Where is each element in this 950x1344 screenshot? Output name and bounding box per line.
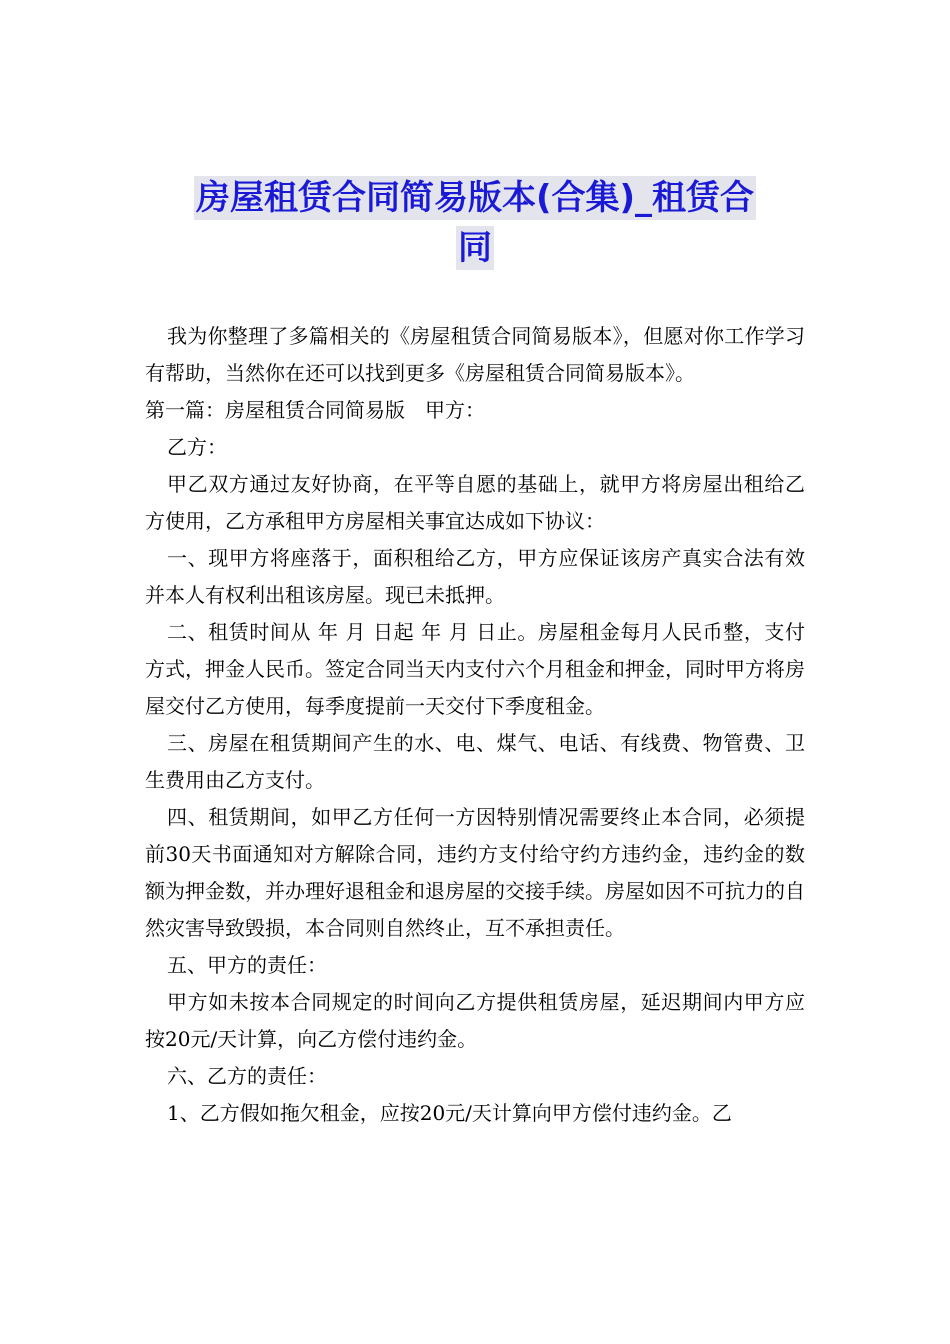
title-line-1: 房屋租赁合同简易版本(合集)_租赁合 xyxy=(195,178,755,218)
clause-5-heading: 五、甲方的责任： xyxy=(167,953,327,977)
clause-5-body: 甲方如未按本合同规定的时间向乙方提供租赁房屋，延迟期间内甲方应按20元/天计算，向乙方偿付违约金。 xyxy=(145,990,805,1051)
document-body xyxy=(145,318,805,1132)
title-line-2: 同 xyxy=(458,228,492,268)
clause-2: 二、租赁时间从 年 月 日起 年 月 日止。房屋租金每月人民币整，支付方式，押金人民币。签定合同当天内支付六个月租金和押金，同时甲方将房屋交付乙方使用，每季度提前一天交付下季度租金。 xyxy=(145,620,805,718)
clause-6-item-1: 1、乙方假如拖欠租金，应按20元/天计算向甲方偿付违约金。乙 xyxy=(167,1101,732,1125)
clause-6-heading: 六、乙方的责任： xyxy=(167,1064,327,1088)
clause-1: 一、现甲方将座落于，面积租给乙方，甲方应保证该房产真实合法有效并本人有权利出租该房屋。现已未抵押。 xyxy=(145,546,805,607)
document-title xyxy=(140,176,810,270)
clause-4: 四、租赁期间，如甲乙方任何一方因特别情况需要终止本合同，必须提前30天书面通知对方解除合同，违约方支付给守约方违约金，违约金的数额为押金数，并办理好退租金和退房屋的交接手续。房屋如因不可抗力的自然灾害导致毁损，本合同则自然终止，互不承担责任。 xyxy=(145,805,805,940)
intro-paragraph: 我为你整理了多篇相关的《房屋租赁合同简易版本》，但愿对你工作学习有帮助，当然你在还可以找到更多《房屋租赁合同简易版本》。 xyxy=(145,324,805,385)
party-b-line: 乙方： xyxy=(167,435,227,459)
clause-3: 三、房屋在租赁期间产生的水、电、煤气、电话、有线费、物管费、卫生费用由乙方支付。 xyxy=(145,731,805,792)
section-heading-first: 第一篇：房屋租赁合同简易版 甲方： xyxy=(145,398,485,422)
agreement-preamble: 甲乙双方通过友好协商，在平等自愿的基础上，就甲方将房屋出租给乙方使用，乙方承租甲方房屋相关事宜达成如下协议： xyxy=(145,472,805,533)
